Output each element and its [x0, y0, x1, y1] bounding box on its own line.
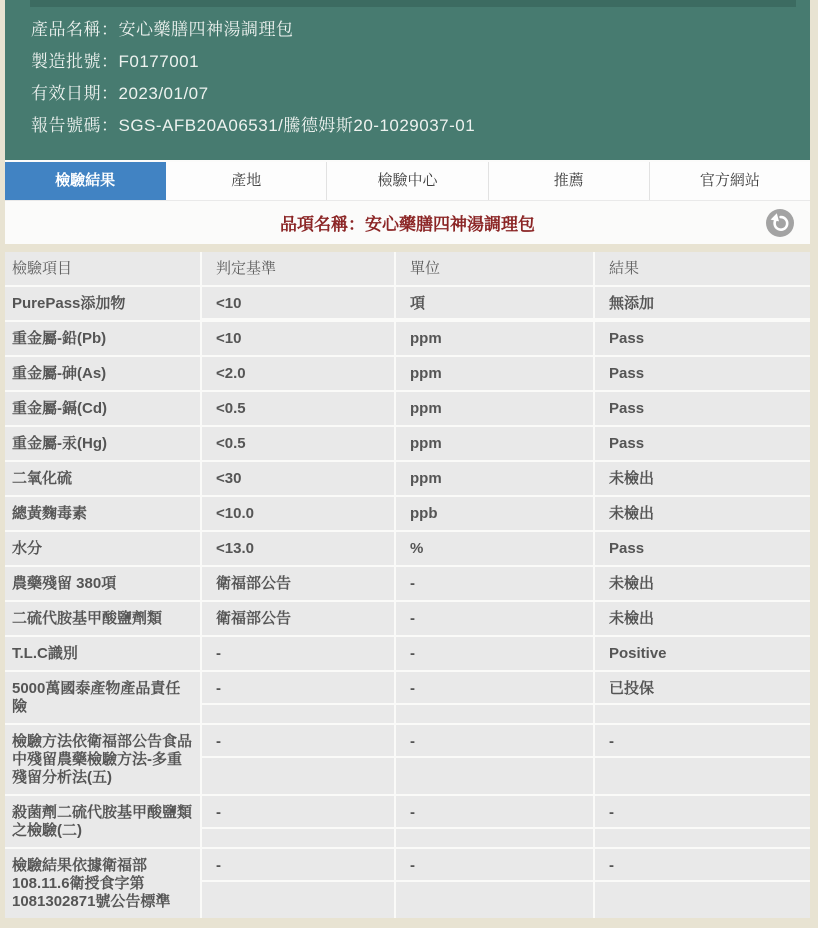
cell-result — [595, 672, 810, 723]
cell-unit-value: - — [396, 672, 593, 705]
cell-result-value: - — [595, 849, 810, 882]
cell-standard — [202, 796, 394, 847]
cell-standard-value: <2.0 — [216, 365, 246, 382]
table-row — [5, 497, 810, 530]
results-table — [5, 252, 810, 918]
cell-item: 重金屬-鎘(Cd) — [5, 392, 200, 425]
tab-official-site[interactable]: 官方網站 — [650, 162, 810, 200]
cell-unit-value: - — [396, 725, 593, 758]
cell-unit-value: ppm — [410, 470, 442, 487]
cell-result-value: Pass — [609, 540, 645, 557]
cell-standard — [202, 567, 394, 600]
cell-standard-value: <13.0 — [216, 540, 254, 557]
table-row — [5, 672, 810, 723]
expiry-date-line: 有效日期：2023/01/07 — [31, 84, 209, 103]
cell-item: 檢驗結果依據衛福部108.11.6衛授食字第1081302871號公告標準 — [5, 849, 200, 918]
cell-result — [595, 849, 810, 918]
cell-standard — [202, 427, 394, 460]
cell-result-value: 未檢出 — [609, 505, 655, 522]
cell-unit — [396, 287, 593, 320]
tab-origin[interactable]: 產地 — [166, 162, 327, 200]
cell-result-value: Pass — [609, 330, 645, 347]
cell-standard — [202, 637, 394, 670]
table-row — [5, 796, 810, 847]
cell-standard — [202, 497, 394, 530]
cell-unit-value: ppb — [410, 505, 438, 522]
column-header-result: 結果 — [609, 260, 640, 277]
cell-standard-value: <10 — [216, 330, 242, 347]
cell-result-value: Pass — [609, 365, 645, 382]
cell-unit-value: ppm — [410, 365, 442, 382]
cell-standard-value: <0.5 — [216, 400, 246, 417]
cell-result — [595, 796, 810, 847]
table-header-row — [5, 252, 810, 285]
cell-result — [595, 462, 810, 495]
cell-result — [595, 427, 810, 460]
tab-recommend[interactable]: 推薦 — [489, 162, 650, 200]
table-row — [5, 392, 810, 425]
cell-item: 總黃麴毒素 — [5, 497, 200, 530]
cell-result — [595, 602, 810, 635]
cell-unit-value: - — [396, 849, 593, 882]
cell-unit — [396, 427, 593, 460]
cell-item: 檢驗方法依衛福部公告食品中殘留農藥檢驗方法-多重殘留分析法(五) — [5, 725, 200, 794]
back-button[interactable] — [766, 209, 794, 237]
table-row — [5, 287, 810, 320]
cell-unit-value: - — [410, 575, 415, 592]
cell-unit — [396, 567, 593, 600]
section-gap — [5, 244, 810, 252]
cell-unit — [396, 392, 593, 425]
cell-item: 二硫代胺基甲酸鹽劑類 — [5, 602, 200, 635]
cell-unit-value: ppm — [410, 435, 442, 452]
cell-result — [595, 497, 810, 530]
item-name-title: 品項名稱：安心藥膳四神湯調理包 — [280, 215, 535, 234]
table-row — [5, 637, 810, 670]
cell-standard-value: 衛福部公告 — [216, 575, 292, 592]
cell-standard-value: <10.0 — [216, 505, 254, 522]
item-name-bar — [5, 200, 810, 244]
table-row — [5, 849, 810, 918]
cell-result-value: - — [595, 725, 810, 758]
table-row — [5, 567, 810, 600]
header-top-strip — [30, 0, 796, 7]
cell-result — [595, 287, 810, 320]
cell-item: 重金屬-砷(As) — [5, 357, 200, 390]
cell-unit — [396, 672, 593, 723]
cell-result-value: 未檢出 — [609, 575, 655, 592]
cell-unit-value: - — [410, 610, 415, 627]
cell-result-value: Pass — [609, 435, 645, 452]
cell-item: T.L.C識別 — [5, 637, 200, 670]
cell-unit-value: - — [410, 645, 415, 662]
cell-standard — [202, 287, 394, 320]
cell-unit — [396, 532, 593, 565]
product-name-line: 產品名稱：安心藥膳四神湯調理包 — [31, 20, 294, 39]
cell-unit-value: - — [396, 796, 593, 829]
cell-result — [595, 532, 810, 565]
cell-result-value: 無添加 — [595, 287, 810, 320]
cell-item: 水分 — [5, 532, 200, 565]
cell-result — [595, 392, 810, 425]
cell-unit-value: ppm — [410, 400, 442, 417]
tab-bar — [5, 160, 810, 200]
product-header — [5, 0, 810, 160]
cell-result-value: - — [595, 796, 810, 829]
cell-item: 5000萬國泰產物產品責任險 — [5, 672, 200, 723]
cell-unit — [396, 637, 593, 670]
cell-item: 重金屬-鉛(Pb) — [5, 322, 200, 355]
cell-standard-value: <30 — [216, 470, 242, 487]
cell-unit — [396, 602, 593, 635]
report-page — [5, 0, 810, 918]
cell-standard-value: - — [202, 796, 394, 829]
cell-standard-value: - — [202, 672, 394, 705]
cell-unit-value: 項 — [396, 287, 593, 320]
cell-standard-value: <0.5 — [216, 435, 246, 452]
cell-unit — [396, 796, 593, 847]
report-number-line: 報告號碼：SGS-AFB20A06531/騰德姆斯20-1029037-01 — [31, 116, 476, 135]
cell-result — [595, 567, 810, 600]
cell-unit — [396, 725, 593, 794]
table-row — [5, 427, 810, 460]
cell-result — [595, 322, 810, 355]
cell-standard — [202, 849, 394, 918]
cell-unit — [396, 322, 593, 355]
cell-item: 殺菌劑二硫代胺基甲酸鹽類之檢驗(二) — [5, 796, 200, 847]
cell-unit — [396, 497, 593, 530]
cell-unit-value: % — [410, 540, 424, 557]
cell-standard — [202, 672, 394, 723]
column-header-item: 檢驗項目 — [5, 252, 200, 285]
cell-standard-value: - — [216, 645, 221, 662]
cell-result — [595, 637, 810, 670]
table-row — [5, 725, 810, 794]
table-row — [5, 532, 810, 565]
cell-standard — [202, 532, 394, 565]
cell-unit — [396, 462, 593, 495]
cell-item: 二氧化硫 — [5, 462, 200, 495]
cell-item: 農藥殘留 380項 — [5, 567, 200, 600]
cell-unit — [396, 357, 593, 390]
table-row — [5, 602, 810, 635]
batch-number-line: 製造批號：F0177001 — [31, 52, 200, 71]
cell-result — [595, 725, 810, 794]
column-header-unit: 單位 — [410, 260, 441, 277]
tab-inspection-results[interactable]: 檢驗結果 — [5, 162, 166, 200]
table-row — [5, 462, 810, 495]
cell-result-value: Positive — [609, 645, 667, 662]
cell-standard-value: - — [202, 849, 394, 882]
cell-result-value: 未檢出 — [609, 610, 655, 627]
cell-standard — [202, 392, 394, 425]
tab-inspection-center[interactable]: 檢驗中心 — [327, 162, 488, 200]
cell-unit-value: ppm — [410, 330, 442, 347]
cell-result — [595, 357, 810, 390]
table-row — [5, 322, 810, 355]
cell-result-value: 未檢出 — [609, 470, 655, 487]
cell-result-value: 已投保 — [595, 672, 810, 705]
cell-standard — [202, 462, 394, 495]
column-header-standard: 判定基準 — [216, 260, 277, 277]
cell-standard-value: <10 — [202, 287, 394, 320]
cell-standard — [202, 322, 394, 355]
cell-standard-value: 衛福部公告 — [216, 610, 292, 627]
cell-standard — [202, 357, 394, 390]
cell-standard — [202, 725, 394, 794]
cell-standard — [202, 602, 394, 635]
cell-item: 重金屬-汞(Hg) — [5, 427, 200, 460]
cell-item: PurePass添加物 — [5, 287, 200, 320]
cell-unit — [396, 849, 593, 918]
cell-result-value: Pass — [609, 400, 645, 417]
table-row — [5, 357, 810, 390]
undo-circle-arrow-icon — [766, 209, 794, 237]
cell-standard-value: - — [202, 725, 394, 758]
